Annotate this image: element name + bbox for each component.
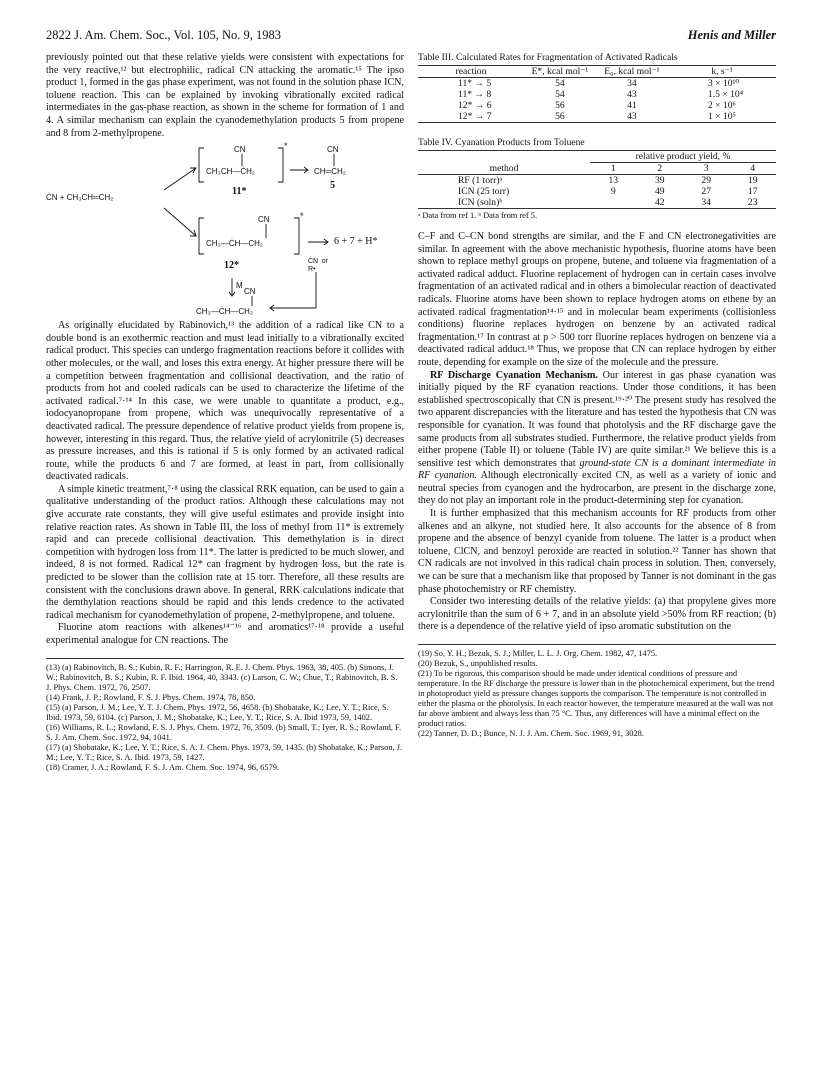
table-row: [418, 197, 776, 209]
table-row: [418, 78, 776, 90]
t4-cell: 19: [747, 175, 758, 186]
t3-cell: 54: [555, 78, 565, 89]
page-citation: 2822 J. Am. Chem. Soc., Vol. 105, No. 9, 1983: [46, 28, 281, 42]
t4-cell: ICN (25 torr): [458, 186, 510, 197]
t3-cell: 41: [627, 100, 637, 111]
footnote-22: (22) Tanner, D. D.; Bunce, N. J. J. Am. Chem. Soc. 1969, 91, 3028.: [418, 729, 644, 738]
t3-header: reaction: [455, 66, 487, 77]
footnote-19: (19) So, Y. H.; Bezuk, S. J.; Miller, L. L. J. Org. Chem. 1982, 47, 1475.: [418, 649, 658, 658]
t4-cell: RF (1 torr)ᵃ: [458, 175, 503, 186]
footnote-20: (20) Bezuk, S., unpublished results.: [418, 659, 538, 668]
t3-cell: 43: [627, 111, 637, 122]
scheme-12-formula: CH₃—ĊH—CH₂: [206, 239, 264, 249]
right-paragraph-4: Consider two interesting details of the relative yields: (a) that propylene gives more acrylonitrile than the sum of 6 + 7, and in an absolute yield >50% from RF reaction; (b) there is a dependence of the relative yield of ipso aromatic substitution on the: [418, 596, 776, 633]
table-row: [418, 175, 776, 187]
scheme-11-star: *: [284, 141, 288, 152]
t4-header: 3: [703, 163, 709, 174]
t4-cell: 17: [747, 186, 758, 197]
footnote-18: (18) Cramer, J. A.; Rowland, F. S. J. Am. Chem. Soc. 1974, 96, 6579.: [46, 762, 280, 772]
left-column: [46, 52, 404, 773]
arrow-reactant-up: [164, 168, 196, 190]
t3-header: E*, kcal mol⁻¹: [531, 66, 589, 77]
scheme-side-label: ĊN or R•: [308, 258, 328, 274]
t4-header: method: [489, 162, 519, 174]
left-paragraph-2: As originally elucidated by Rabinovich,¹³ the addition of a radical like CN to a double bond is an exothermic reaction and must lead initially to a vibrationally excited radical product. This species can undergo fragmentation reactions before it collides with other molecules, or the wall, and loses this extra energy. At higher pressure there will be a competition between fragmentation and collisional deactivation, and the ratio of products from hot and cooled radicals can be used to characterize the lifetime of the activated radical.⁷·¹⁴ In this case, we were unable to quantitate a product, e.g., iodocyanopropane from propene, which was unequivocally representative of a deactivated radical. The pressure dependence of relative product yields from propene is, however, interesting in this regard. Thus, the relative yield of acrylonitrile (5) decreases as pressure increases, and this is rational if 5 is only formed by an activated radical route, while the products 6 and 7 are formed, at least in part, from collisionally deactivated radicals.: [46, 320, 404, 483]
t3-cell: 1 × 10⁵: [707, 111, 736, 122]
scheme-11-formula: CH₃CH—ĊH₂: [206, 167, 256, 177]
bracket-right-12: [294, 218, 299, 254]
footnote-14: (14) Frank, J. P.; Rowland, F. S. J. Phys. Chem. 1974, 78, 850.: [46, 692, 256, 702]
table-3-grid: [418, 65, 776, 123]
table-row: [418, 111, 776, 123]
t4-group-header: relative product yield, %: [590, 151, 776, 163]
footnote-15: (15) (a) Parson, J. M.; Lee, Y. T. J. Chem. Phys. 1972, 56, 4658. (b) Shobatake, K.; Lee, Y. T.; Rice, S. Ibid. 1973, 59, 6104. (c) Parson, J. M.; Shobatake, K.; Lee, Y. T.; Rice, S. A. Ibid 1973, 59, 1402.: [46, 702, 389, 722]
scheme-11-label: 11*: [232, 186, 247, 198]
t4-cell: 27: [701, 186, 712, 197]
t3-cell: 56: [555, 100, 565, 111]
scheme-final-cn: CN: [244, 287, 256, 297]
scheme-final-formula: CH₃—ĊH—CH₂: [196, 307, 254, 317]
t3-cell: 11* → 5: [458, 78, 492, 89]
scheme-reactants: ĊN + CH₃CH═CH₂: [46, 193, 114, 203]
footnote-16: (16) Williams, R. L.; Rowland, F. S. J. Phys. Chem. 1972, 76, 3509. (b) Small, T.; Iyer, R. S.; Rowland, F. S. J. Am. Chem. Soc. 1972, 94, 1041.: [46, 722, 402, 742]
t4-cell: 13: [608, 175, 619, 186]
scheme-5-label: 5: [330, 180, 335, 192]
arrow-reactant-down: [164, 208, 196, 236]
t4-header: 1: [610, 163, 616, 174]
t4-header: 4: [750, 163, 756, 174]
right-body: [418, 231, 776, 634]
t3-cell: 3 × 10¹⁰: [707, 78, 740, 89]
table-4-caption: Table IV. Cyanation Products from Toluene: [418, 137, 585, 148]
left-paragraph-1: previously pointed out that these relative yields were consistent with expectations for the very reactive,¹² but electrophilic, radical CN attacking the aromatic.¹⁵ The ipso product 1, formed in the gas phase experiment, was not found in the solution phase ICN, toluene reaction. This can be explained by invoking vibrationally excited radical intermediates in the gas-phase reaction, as shown in the scheme for formation of 1 and 4. A similar mechanism can explain the cyanodemethylation products 5 from propene and 8 from 2-methylpropene.: [46, 52, 404, 139]
t4-cell: ICN (soln)ᵇ: [458, 197, 503, 208]
t4-cell: 29: [701, 175, 712, 186]
left-paragraph-4: Fluorine atom reactions with alkenes¹⁴⁻¹⁶ and aromatics¹⁷·¹⁸ provide a useful experimental analogue for CN reactions. The: [46, 622, 404, 646]
t3-cell: 12* → 7: [458, 111, 492, 122]
t3-cell: 56: [555, 111, 565, 122]
t4-cell: 9: [610, 186, 616, 197]
table-3-caption: Table III. Calculated Rates for Fragmentation of Activated Radicals: [418, 52, 678, 63]
table-4-grid: [418, 150, 776, 209]
table-4: [418, 137, 776, 221]
right-paragraph-3: It is further emphasized that this mechanism accounts for RF products from other alkenes and an alkyne, not studied here. It also accounts for the absence of 8 from propene and the absence of benzyl cyanide from toluene. The latter is a product when toluene, ClCN, and benzoyl peroxide are reacted in solution.²² Tanner has shown that CN radicals are not involved in this radical chain process in solution. Then, conversely, we can be sure that a mechanism like that proposed by Tanner is not dominant in the gas phase photochemistry or RF chemistry.: [418, 508, 776, 595]
scheme-5-cn: CN: [327, 145, 339, 155]
table-4-note: ᵃ Data from ref 1. ᵇ Data from ref 5.: [418, 211, 538, 220]
t3-cell: 11* → 8: [458, 89, 492, 100]
bracket-right-11: [278, 148, 283, 182]
scheme-products-6-7: 6 + 7 + H*: [334, 236, 378, 248]
t4-cell: 42: [654, 197, 665, 208]
footnote-13: (13) (a) Rabinovitch, B. S.; Kubin, R. F.; Harrington, R. E. J. Chem. Phys. 1963, 38, 405. (b) Simons, J. W.; Rabinovitch, B. S.; Kubin, R. F. Ibid. 1964, 40, 3343. (c) Larson, C. W.; Chue, T.; Rabinovitch, B. S. J. Phys. Chem. 1972, 76, 2507.: [46, 662, 398, 692]
reaction-scheme: [46, 140, 404, 320]
table-3: [418, 52, 776, 123]
t3-header: E₀, kcal mol⁻¹: [604, 66, 660, 77]
bracket-left-11: [199, 148, 204, 182]
right-column: [418, 52, 776, 739]
right-paragraph-1: C–F and C–CN bond strengths are similar, and the F and CN electronegativities are similar. In agreement with the above mechanistic hypothesis, fluorine atoms have been shown to replace methyl groups on propene, butene, and toluene via fragmentation of a activated radical adduct. Fluorine replacement of hydrogen can in certain cases involve fragmentation of an activated radical and in others a bimolecular reaction of deactivated radicals. Fluorine atoms have been shown to replace hydrogen atoms on ethene by an activated radical fragmentation¹⁴·¹⁵ and in molecular beam experiments (collisionless conditions) fluorine replaces hydrogen on benzene by an activated radical fragmentation.¹⁷ In contrast at p > 500 torr fluorine replaces hydrogen on benzene via a deactivated radical adduct.¹⁸ Thus, we propose that CN can replace hydrogen by either route, depending for example on the size of the molecule and the pressure.: [418, 231, 776, 368]
t4-cell: 23: [747, 197, 758, 208]
bracket-left-12: [199, 218, 204, 254]
scheme-12-label: 12*: [224, 260, 239, 272]
footnote-17: (17) (a) Shobatake, K.; Lee, Y. T.; Rice, S. A. J. Chem. Phys. 1973, 59, 1435. (b) Shobatake, K.; Parson, J. M.; Lee, Y. T.; Rice, S. A. Ibid. 1973, 59, 1427.: [46, 742, 403, 762]
section-heading: RF Discharge Cyanation Mechanism.: [430, 369, 598, 381]
t4-cell: 49: [654, 186, 665, 197]
t3-header: k, s⁻¹: [711, 66, 733, 77]
left-footnotes: [46, 658, 404, 773]
table-row: [418, 89, 776, 100]
t4-cell: 34: [701, 197, 712, 208]
scheme-5-formula: CH═CH₂: [314, 167, 346, 177]
t3-cell: 12* → 6: [458, 100, 492, 111]
running-header: [46, 28, 776, 44]
t3-cell: 1.5 × 10⁴: [707, 89, 744, 100]
table-row: [418, 100, 776, 111]
scheme-12-star: *: [300, 211, 304, 222]
footnote-21: (21) To be rigorous, this comparison should be made under identical conditions of pressure and temperature. In the RF discharge the pressure is lower than in the photochemical experiment, but the trend in photoproduct yield as pressure changes supports the comparison. The temperature is not controlled in either the plasma or the photolysis. In each reactor however, the temperature measured at the wall was not far above ambient and always less than 75 °C. Thus, any differences will have a minimal effect on the product ratios.: [418, 669, 775, 728]
author-header: Henis and Miller: [687, 28, 776, 42]
right-paragraph-2-text: Our interest in gas phase cyanation was initially piqued by the RF cyanation reactions. Under those conditions, it has been established spectroscopically that CN is present.¹⁹·²⁰ The present study has resolved the two apparent discrepancies with the literature and has tested the hypothesis that CN was responsible for cyanation. It was found that photolysis and the RF discharge gave the same products from all substrates studied. Furthermore, the relative product yields from either propene (Table II) or toluene (Table IV) are quite similar.²¹ We believe this is a sensitive test which demonstrates that: [418, 369, 776, 469]
table-row: [418, 186, 776, 197]
t3-cell: 2 × 10⁶: [707, 100, 736, 111]
t3-cell: 34: [627, 78, 637, 89]
right-paragraph-2: [418, 370, 776, 509]
scheme-12-cn: CN: [258, 215, 270, 225]
right-paragraph-2-tail: Although electronically excited CN, as well as a variety of ionic and neutral species from cyanogen and the hydrocarbon, are present in the discharge zone, they do not play an important role in the product-determining step for cyanation.: [418, 470, 776, 507]
scheme-11-cn: CN: [234, 145, 246, 155]
left-paragraph-3: A simple kinetic treatment,⁷·⁸ using the classical RRK equation, can be used to gain a qualitative understanding of the product ratios. Although these calculations may not give accurate rate constants, they will give useful estimates and provide insight into relative reaction rates. As shown in Table III, the loss of methyl from 11* is extremely rapid and can precede collisional deactivation. This demethylation is in direct competition with hydrogen loss from 11*. The latter is predicted to be much slower, and indeed, 8 is not formed. Radical 12* can fragment by hydrogen loss, but the rate is predicted to be slower than the collision rate at 15 torr. Therefore, all these results are consistent with the conclusions drawn above. In general, RRK calculations indicate that the demthylation reactions should be rapid and this lends credence to the activated radical mechanism for cyanodemethylation of propene, 2-methylpropene, and toluene.: [46, 483, 404, 621]
t4-cell: [590, 197, 636, 209]
scheme-m-label: M: [236, 281, 243, 291]
t4-cell: 39: [654, 175, 665, 186]
t3-cell: 43: [627, 89, 637, 100]
right-footnotes: [418, 644, 776, 739]
right-paragraph-2-emphasis: ground-state CN is a dominant intermediate in RF cyanation.: [418, 457, 776, 482]
t3-cell: 54: [555, 89, 565, 100]
t4-header: 2: [657, 163, 663, 174]
